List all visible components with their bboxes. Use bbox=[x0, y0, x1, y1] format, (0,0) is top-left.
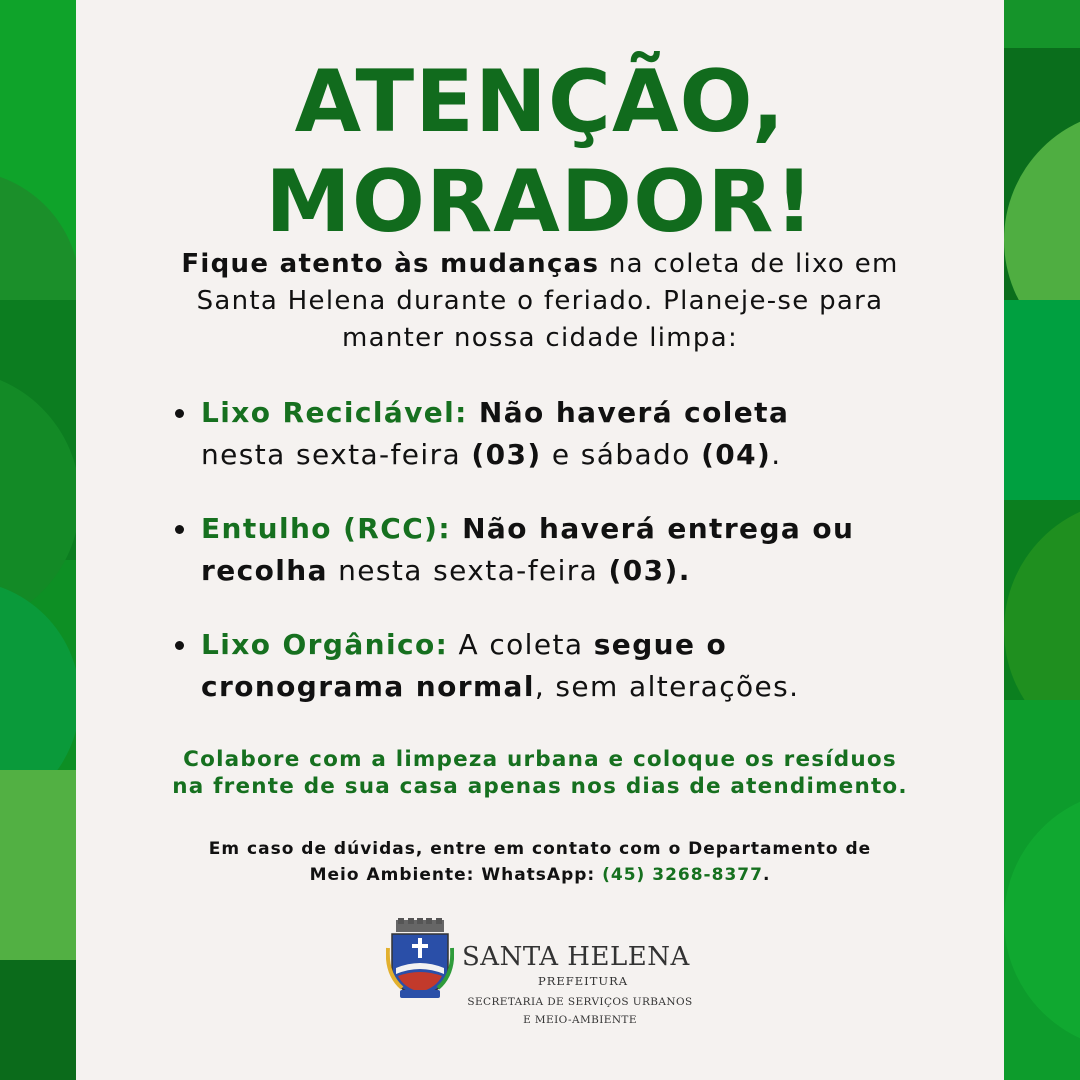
item-label: Lixo Reciclável: bbox=[201, 396, 468, 429]
city-crest-icon bbox=[386, 918, 454, 1000]
item-text: nesta sexta-feira bbox=[201, 438, 472, 471]
item-label: Lixo Orgânico: bbox=[201, 628, 449, 661]
bullet-icon bbox=[175, 409, 184, 418]
item-text: nesta sexta-feira bbox=[327, 554, 609, 587]
contact-end: . bbox=[762, 865, 771, 885]
whatsapp-phone: (45) 3268-8377 bbox=[602, 865, 763, 885]
headline-line-2: MORADOR! bbox=[265, 152, 815, 252]
secretaria-line-2: E MEIO-AMBIENTE bbox=[523, 1014, 637, 1026]
decor-band bbox=[0, 960, 76, 1080]
bullet-icon bbox=[175, 525, 184, 534]
item-bold-text: Não haverá entrega ou bbox=[450, 512, 855, 545]
item-bold-text: segue o bbox=[593, 628, 728, 661]
item-text: . bbox=[771, 438, 782, 471]
list-item-entulho bbox=[171, 508, 971, 592]
item-bold-text: cronograma normal bbox=[201, 670, 535, 703]
intro-line-2: Santa Helena durante o feriado. Planeje-se para bbox=[196, 286, 884, 316]
item-text: , sem alterações. bbox=[534, 670, 800, 703]
left-decorative-panel bbox=[0, 0, 76, 1080]
decor-band bbox=[1004, 0, 1080, 48]
bullet-icon bbox=[175, 641, 184, 650]
intro-paragraph bbox=[116, 246, 964, 357]
schedule-list bbox=[171, 392, 971, 740]
intro-line-3: manter nossa cidade limpa: bbox=[341, 323, 739, 353]
prefeitura-label: PREFEITURA bbox=[538, 974, 629, 988]
right-decorative-panel bbox=[1004, 0, 1080, 1080]
list-item-organico bbox=[171, 624, 971, 708]
collab-line-1: Colabore com a limpeza urbana e coloque os resíduos bbox=[183, 747, 897, 772]
item-text: e sábado bbox=[541, 438, 702, 471]
secretaria-line-1: SECRETARIA DE SERVIÇOS URBANOS bbox=[467, 996, 693, 1008]
notice-card bbox=[76, 0, 1004, 1080]
item-bold-text: Não haverá coleta bbox=[467, 396, 790, 429]
intro-text: na coleta de lixo em bbox=[599, 249, 899, 279]
headline bbox=[76, 52, 1004, 252]
item-bold-text: (04) bbox=[701, 438, 772, 471]
contact-line-2: Meio Ambiente: WhatsApp: bbox=[309, 865, 603, 885]
item-label: Entulho (RCC): bbox=[201, 512, 451, 545]
item-bold-text: recolha bbox=[201, 554, 328, 587]
list-item-reciclavel bbox=[171, 392, 971, 476]
contact-info bbox=[136, 836, 944, 888]
prefeitura-logo bbox=[386, 914, 706, 1034]
intro-bold: Fique atento às mudanças bbox=[181, 249, 600, 279]
item-text: A coleta bbox=[448, 628, 594, 661]
collaboration-message bbox=[116, 746, 964, 800]
item-bold-text: (03). bbox=[608, 554, 691, 587]
item-bold-text: (03) bbox=[471, 438, 542, 471]
collab-line-2: na frente de sua casa apenas nos dias de atendimento. bbox=[172, 774, 908, 799]
city-name: SANTA HELENA bbox=[462, 942, 690, 972]
contact-line-1: Em caso de dúvidas, entre em contato com o Departamento de bbox=[208, 839, 872, 859]
decor-band bbox=[0, 770, 76, 970]
headline-line-1: ATENÇÃO, bbox=[294, 52, 786, 152]
decor-band bbox=[1004, 300, 1080, 500]
